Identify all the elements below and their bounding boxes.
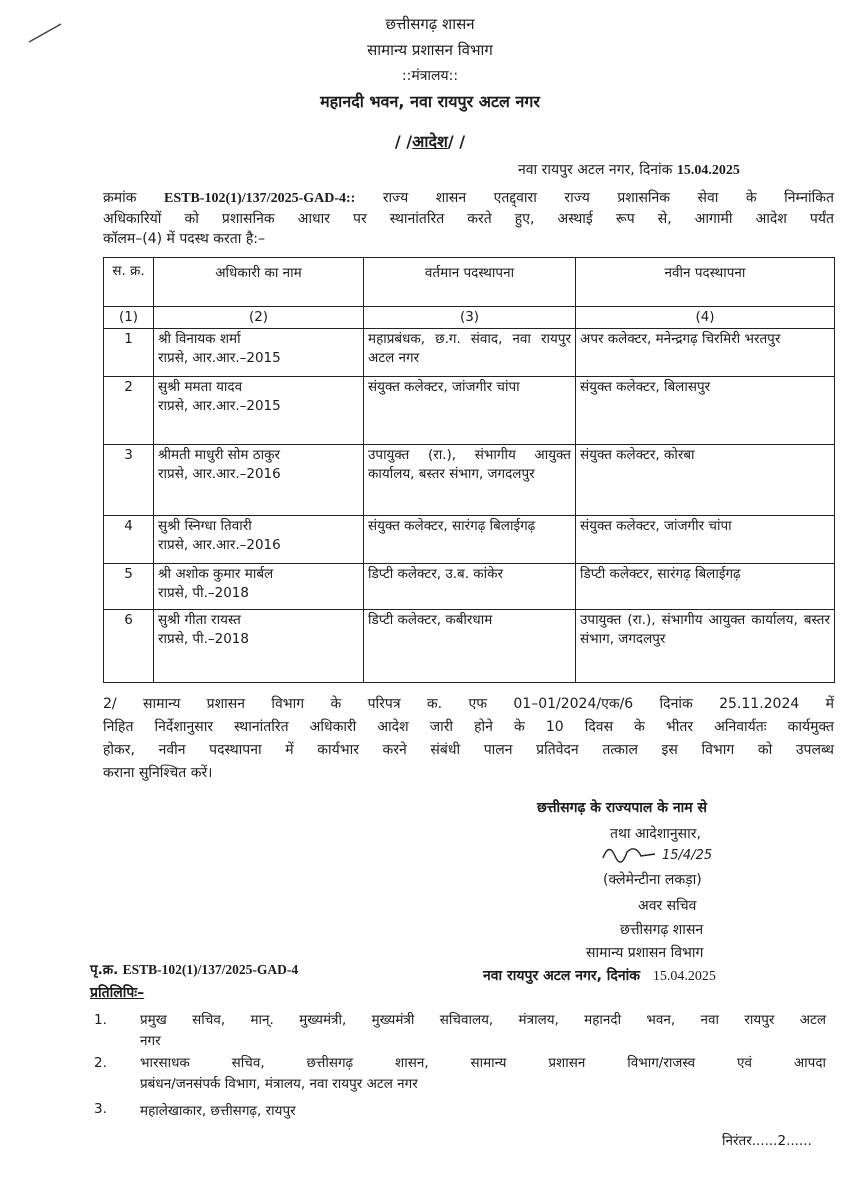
endorsement-reference: पृ.क्र. ESTB-102(1)/137/2025-GAD-4: [90, 962, 299, 978]
officer-name: श्रीमती माधुरी सोम ठाकुर: [158, 447, 281, 463]
col-header-name: अधिकारी का नाम: [154, 258, 364, 307]
current-posting: डिप्टी कलेक्टर, कबीरधाम: [364, 610, 576, 683]
officer-name: सुश्री गीता रायस्त: [158, 612, 241, 628]
table-row: 1 श्री विनायक शर्मा राप्रसे, आर.आर.–2015 महाप्रबंधक, छ.ग. संवाद, नवा रायपुर अटल नगर अपर कलेक्टर, मनेन्द्रगढ़ चिरमिरी भरतपुर: [104, 329, 835, 377]
current-posting: उपायुक्त (रा.), संभागीय आयुक्त कार्यालय, बस्तर संभाग, जगदलपुर: [364, 445, 576, 516]
new-posting: संयुक्त कलेक्टर, कोरबा: [576, 445, 835, 516]
officer-name: सुश्री स्निग्धा तिवारी: [158, 518, 252, 534]
new-posting: डिप्टी कलेक्टर, सारंगढ़ बिलाईगढ़: [576, 564, 835, 610]
copy-item-number: 2.: [94, 1055, 107, 1071]
officer-name: सुश्री ममता यादव: [158, 379, 243, 395]
officer-service: राप्रसे, आर.आर.–2015: [158, 350, 281, 366]
new-posting: संयुक्त कलेक्टर, बिलासपुर: [576, 377, 835, 445]
col-header-new: नवीन पदस्थापना: [576, 258, 835, 307]
signature-scribble: [595, 838, 665, 868]
officer-service: राप्रसे, पी.–2018: [158, 631, 249, 647]
copy-to-label: प्रतिलिपिः–: [90, 985, 145, 1001]
header-address: महानदी भवन, नवा रायपुर अटल नगर: [320, 92, 540, 111]
signatory-govt: छत्तीसगढ़ शासन: [620, 922, 704, 938]
col-header-sn: स. क्र.: [104, 258, 154, 307]
officer-name: श्री विनायक शर्मा: [158, 331, 241, 347]
table-row: 3 श्रीमती माधुरी सोम ठाकुर राप्रसे, आर.आर.–2016 उपायुक्त (रा.), संभागीय आयुक्त कार्यालय, बस्तर संभाग, जगदलपुर संयुक्त कलेक्टर, कोरबा: [104, 445, 835, 516]
current-posting: महाप्रबंधक, छ.ग. संवाद, नवा रायपुर अटल नगर: [364, 329, 576, 377]
endorsement-place-date: नवा रायपुर अटल नगर, दिनांक 15.04.2025: [483, 968, 716, 984]
order-title: / /आदेश/ /: [394, 132, 466, 151]
intro-paragraph: क्रमांक ESTB-102(1)/137/2025-GAD-4:: राज्य शासन एतद्द्वारा राज्य प्रशासनिक सेवा के निम्नांकित अधिकारियों को प्रशासनिक आधार पर स्थानांतरित करते हुए, अस्थाई रूप से, आगामी आदेश पर्यंत कॉलम–(4) में पदस्थ करता है:–: [103, 190, 834, 247]
order-place-date: नवा रायपुर अटल नगर, दिनांक 15.04.2025: [518, 162, 740, 178]
col-header-current: वर्तमान पदस्थापना: [364, 258, 576, 307]
copy-item: भारसाधक सचिव, छत्तीसगढ़ शासन, सामान्य प्रशासन विभाग/राजस्व एवं आपदा प्रबंधन/जनसंपर्क विभाग, मंत्रालय, नवा रायपुर अटल नगर: [140, 1055, 826, 1092]
current-posting: संयुक्त कलेक्टर, सारंगढ़ बिलाईगढ़: [364, 516, 576, 564]
order-title-text: आदेश: [412, 132, 448, 151]
officer-service: राप्रसे, पी.–2018: [158, 585, 249, 601]
current-posting: डिप्टी कलेक्टर, उ.ब. कांकेर: [364, 564, 576, 610]
signature-authority: छत्तीसगढ़ के राज्यपाल के नाम से: [537, 800, 707, 816]
continued-marker: निरंतर......2......: [722, 1133, 812, 1149]
header-department: सामान्य प्रशासन विभाग: [367, 41, 493, 59]
copy-item: प्रमुख सचिव, मान्. मुख्यमंत्री, मुख्यमंत्री सचिवालय, मंत्रालय, महानदी भवन, नवा रायपुर अटल नगर: [140, 1012, 826, 1049]
officer-name: श्री अशोक कुमार मार्बल: [158, 566, 274, 582]
signatory-department: सामान्य प्रशासन विभाग: [586, 945, 704, 961]
copy-item-number: 1.: [94, 1012, 107, 1028]
paragraph-2: 2/ सामान्य प्रशासन विभाग के परिपत्र क. एफ 01–01/2024/एक/6 दिनांक 25.11.2024 में निहित निर्देशानुसार स्थानांतरित अधिकारी आदेश जारी होने के 10 दिवस के भीतर अनिवार्यतः कार्यमुक्त होकर, नवीन पदस्थापना में कार्यभार करने संबंधी पालन प्रतिवेदन तत्काल इस विभाग को उपलब्ध कराना सुनिश्चित करें।: [103, 696, 834, 781]
current-posting: संयुक्त कलेक्टर, जांजगीर चांपा: [364, 377, 576, 445]
officer-service: राप्रसे, आर.आर.–2015: [158, 398, 281, 414]
copy-item: महालेखाकार, छत्तीसगढ़, रायपुर: [140, 1103, 296, 1119]
transfer-table: [103, 257, 835, 683]
new-posting: अपर कलेक्टर, मनेन्द्रगढ़ चिरमिरी भरतपुर: [576, 329, 835, 377]
header-govt: छत्तीसगढ़ शासन: [385, 15, 475, 33]
signatory-designation: अवर सचिव: [638, 898, 697, 914]
table-row: 6 सुश्री गीता रायस्त राप्रसे, पी.–2018 डिप्टी कलेक्टर, कबीरधाम उपायुक्त (रा.), संभागीय आयुक्त कार्यालय, बस्तर संभाग, जगदलपुर: [104, 610, 835, 683]
table-row: 4 सुश्री स्निग्धा तिवारी राप्रसे, आर.आर.–2016 संयुक्त कलेक्टर, सारंगढ़ बिलाईगढ़ संयुक्त कलेक्टर, जांजगीर चांपा: [104, 516, 835, 564]
copy-item-number: 3.: [94, 1101, 107, 1117]
signature-by-order: तथा आदेशानुसार,: [610, 826, 701, 842]
new-posting: उपायुक्त (रा.), संभागीय आयुक्त कार्यालय, बस्तर संभाग, जगदलपुर: [576, 610, 835, 683]
table-row: 5 श्री अशोक कुमार मार्बल राप्रसे, पी.–2018 डिप्टी कलेक्टर, उ.ब. कांकेर डिप्टी कलेक्टर, सारंगढ़ बिलाईगढ़: [104, 564, 835, 610]
new-posting: संयुक्त कलेक्टर, जांजगीर चांपा: [576, 516, 835, 564]
officer-service: राप्रसे, आर.आर.–2016: [158, 537, 281, 553]
table-row: 2 सुश्री ममता यादव राप्रसे, आर.आर.–2015 संयुक्त कलेक्टर, जांजगीर चांपा संयुक्त कलेक्टर, बिलासपुर: [104, 377, 835, 445]
signature-date: 15/4/25: [662, 848, 713, 863]
signatory-name: (क्लेमेन्टीना लकड़ा): [603, 872, 702, 888]
order-reference: ESTB-102(1)/137/2025-GAD-4::: [164, 191, 356, 206]
table-header-row: [104, 258, 835, 307]
table-colnum-row: (1) (2) (3) (4): [104, 307, 835, 329]
officer-service: राप्रसे, आर.आर.–2016: [158, 466, 281, 482]
header-mantralaya: ::मंत्रालय::: [401, 68, 459, 84]
